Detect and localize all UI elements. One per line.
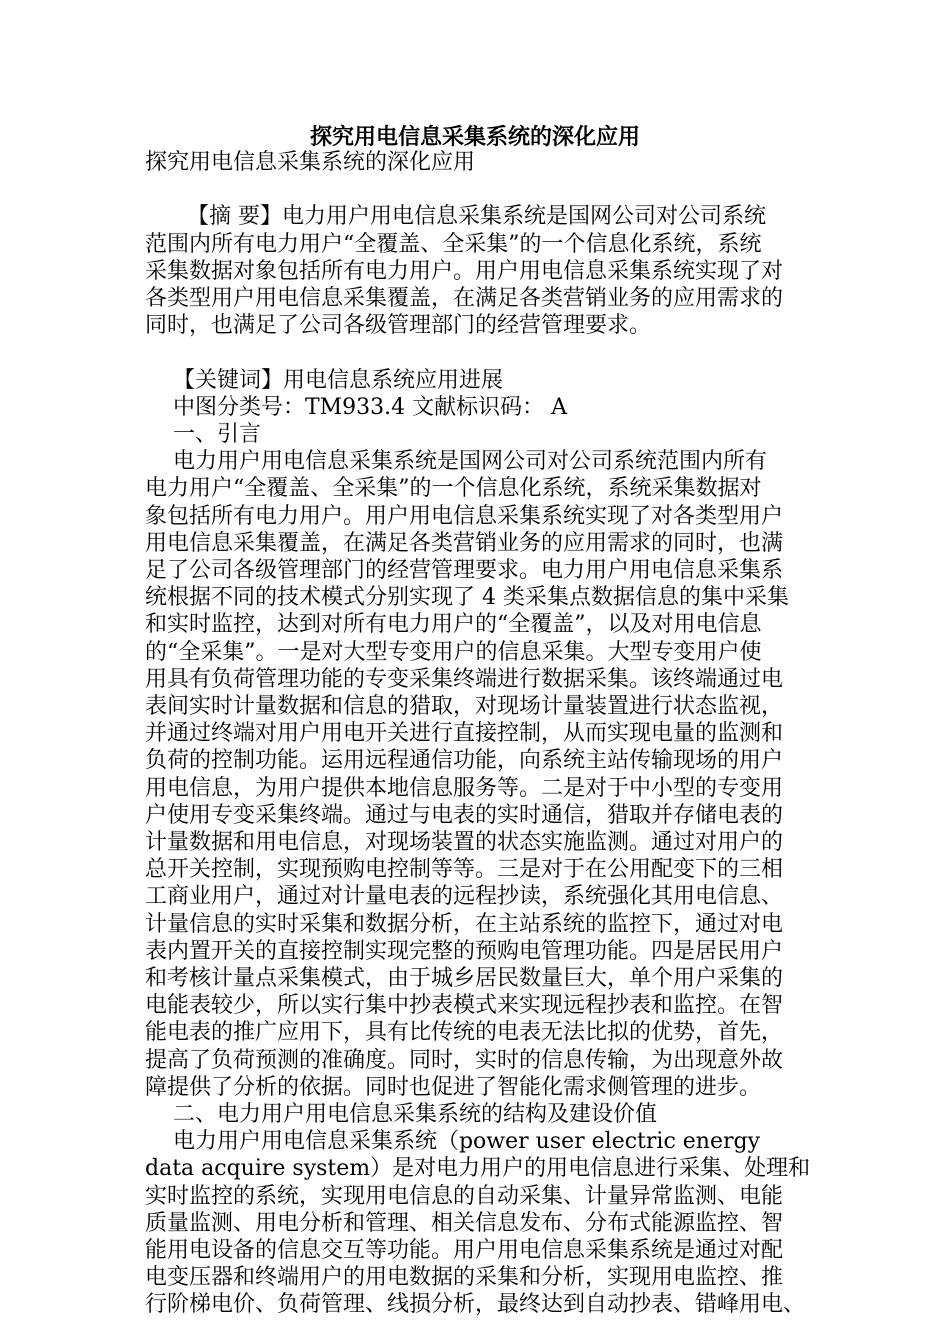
body-text-line: 表间实时计量数据和信息的猎取，对现场计量装置进行状态监视， bbox=[145, 694, 784, 719]
body-text-line: 电力用户“全覆盖、全采集”的一个信息化系统，系统采集数据对 bbox=[145, 476, 762, 502]
body-text-line: 象包括所有电力用户。用户用电信息采集系统实现了对各类型用户 bbox=[145, 503, 784, 529]
body-text-line: 电力用户用电信息采集系统是国网公司对公司系统范围内所有 bbox=[145, 449, 767, 475]
body-text-line: 范围内所有电力用户“全覆盖、全采集”的一个信息化系统，系统 bbox=[145, 231, 762, 257]
body-text-line: 【摘 要】电力用户用电信息采集系统是国网公司对公司系统 bbox=[145, 204, 766, 230]
body-text-line: 足了公司各级管理部门的经营管理要求。电力用户用电信息采集系 bbox=[145, 558, 784, 583]
body-text-line: 一、引言 bbox=[145, 422, 261, 447]
body-text-line: 用电信息，为用户提供本地信息服务等。二是对于中小型的专变用 bbox=[145, 775, 784, 801]
body-text-line: 表内置开关的直接控制实现完整的预购电管理功能。四是居民用户 bbox=[145, 938, 784, 964]
body-text-line: 统根据不同的技术模式分别实现了 4 类采集点数据信息的集中采集 bbox=[145, 585, 789, 611]
body-text-line: 户使用专变采集终端。通过与电表的实时通信，猎取并存储电表的 bbox=[145, 802, 784, 828]
body-text-line: 能电表的推广应用下，具有比传统的电表无法比拟的优势，首先， bbox=[145, 1020, 784, 1046]
body-text-line: 总开关控制，实现预购电控制等等。三是对于在公用配变下的三相 bbox=[145, 857, 784, 883]
body-text-line: 二、电力用户用电信息采集系统的结构及建设价值 bbox=[145, 1102, 657, 1127]
body-text-line: 质量监测、用电分析和管理、相关信息发布、分布式能源监控、智 bbox=[145, 1210, 784, 1236]
body-text-line: 计量信息的实时采集和数据分析，在主站系统的监控下，通过对电 bbox=[145, 911, 784, 937]
body-text-line: 中图分类号：TM933.4 文献标识码： A bbox=[145, 394, 568, 420]
body-text-line: 提高了负荷预测的准确度。同时，实时的信息传输，为出现意外故 bbox=[145, 1047, 784, 1073]
body-text-line: 采集数据对象包括所有电力用户。用户用电信息采集系统实现了对 bbox=[145, 258, 784, 284]
document-title: 探究用电信息采集系统的深化应用 bbox=[309, 124, 640, 150]
body-text-line: 的“全采集”。一是对大型专变用户的信息采集。大型专变用户使 bbox=[145, 639, 762, 665]
body-text-line: 用电信息采集覆盖，在满足各类营销业务的应用需求的同时，也满 bbox=[145, 530, 784, 556]
body-text-line: 用具有负荷管理功能的专变采集终端进行数据采集。该终端通过电 bbox=[145, 666, 784, 692]
body-text-line: 【关键词】用电信息系统应用进展 bbox=[145, 367, 503, 393]
body-text-line: 并通过终端对用户用电开关进行直接控制，从而实现电量的监测和 bbox=[145, 721, 784, 747]
body-text-line: 工商业用户，通过对计量电表的远程抄读，系统强化其用电信息、 bbox=[145, 884, 784, 910]
body-text-line: 电力用户用电信息采集系统（power user electric energy bbox=[145, 1129, 760, 1155]
body-text-line: 各类型用户用电信息采集覆盖，在满足各类营销业务的应用需求的 bbox=[145, 286, 784, 311]
body-text-line: 负荷的控制功能。运用远程通信功能，向系统主站传输现场的用户 bbox=[145, 748, 784, 774]
body-text-line: 行阶梯电价、负荷管理、线损分析，最终达到自动抄表、错峰用电、 bbox=[145, 1292, 806, 1318]
body-text-line: 和考核计量点采集模式，由于城乡居民数量巨大，单个用户采集的 bbox=[145, 966, 784, 991]
body-text-line: 电能表较少，所以实行集中抄表模式来实现远程抄表和监控。在智 bbox=[145, 993, 784, 1019]
body-text-line: 实时监控的系统，实现用电信息的自动采集、计量异常监测、电能 bbox=[145, 1183, 784, 1209]
body-text-line: 同时，也满足了公司各级管理部门的经营管理要求。 bbox=[145, 313, 652, 339]
body-text-line: 计量数据和用电信息，对现场装置的状态实施监测。通过对用户的 bbox=[145, 830, 784, 855]
body-text-line: data acquire system）是对电力用户的用电信息进行采集、处理和 bbox=[145, 1156, 811, 1182]
body-text-line: 能用电设备的信息交互等功能。用户用电信息采集系统是通过对配 bbox=[145, 1238, 784, 1263]
body-text-line: 电变压器和终端用户的用电数据的采集和分析，实现用电监控、推 bbox=[145, 1265, 784, 1291]
body-text-line: 探究用电信息采集系统的深化应用 bbox=[145, 150, 476, 175]
body-text-line: 障提供了分析的依据。同时也促进了智能化需求侧管理的进步。 bbox=[145, 1074, 762, 1100]
body-text-line: 和实时监控，达到对所有电力用户的“全覆盖”，以及对用电信息 bbox=[145, 612, 762, 638]
